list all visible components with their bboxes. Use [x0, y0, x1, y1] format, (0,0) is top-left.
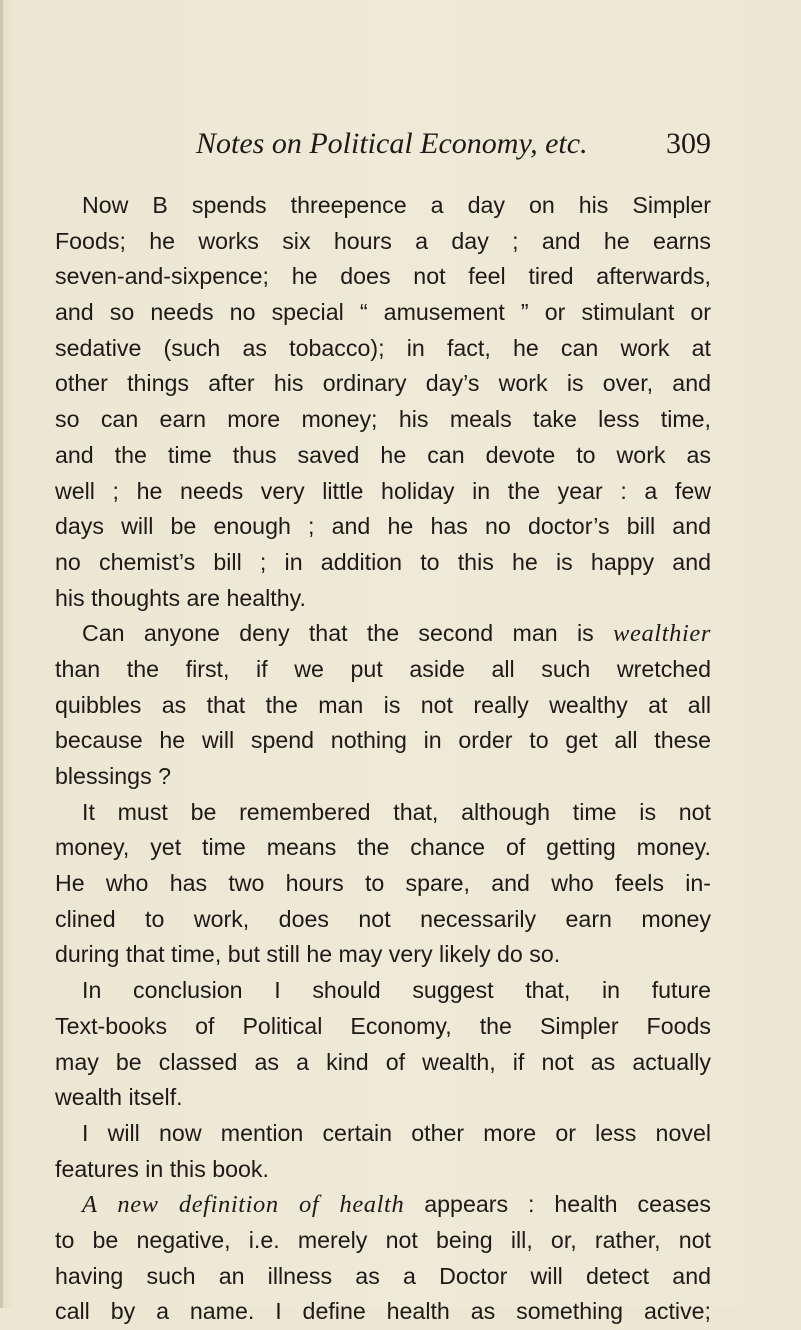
emphasis-word: wealthier [613, 620, 711, 648]
text-line: wealth itself. [55, 1084, 183, 1111]
text-line: and so needs no special “ amusement ” or stimulant or [55, 299, 711, 326]
running-head [196, 122, 711, 166]
text-line-with-emphasis [55, 1187, 711, 1223]
text-line: money, yet time means the chance of getting money. [55, 834, 711, 861]
text-line: I will now mention certain other more or less novel [82, 1119, 711, 1146]
text-line: features in this book. [55, 1155, 269, 1182]
page-number: 309 [666, 127, 711, 160]
text-line: no chemist’s bill ; in addition to this he is happy and [55, 548, 711, 575]
text-line: during that time, but still he may very likely do so. [55, 941, 561, 968]
text-line: blessings ? [55, 763, 172, 789]
text-line: In conclusion I should suggest that, in future [82, 977, 711, 1004]
text-segment: Can anyone deny that the second man is [82, 620, 594, 647]
text-line: It must be remembered that, although time is not [82, 798, 711, 825]
text-line: his thoughts are healthy. [55, 584, 306, 611]
text-line: He who has two hours to spare, and who feels in- [55, 870, 711, 897]
text-line: may be classed as a kind of wealth, if not as actually [55, 1048, 711, 1075]
text-line: than the first, if we put aside all such wretched [55, 655, 711, 682]
text-line: days will be enough ; and he has no doctor’s bill and [55, 513, 711, 540]
text-line: having such an illness as a Doctor will detect and [55, 1262, 711, 1289]
running-head-title: Notes on Political Economy, etc. [196, 127, 588, 160]
body-text [55, 188, 711, 1330]
text-line: call by a name. I define health as something active; [55, 1298, 711, 1325]
text-line: quibbles as that the man is not really wealthy at all [55, 691, 711, 718]
emphasis-phrase: A new definition of health [82, 1191, 405, 1219]
text-line-with-emphasis [55, 616, 711, 652]
text-line: Now B spends threepence a day on his Simpler [82, 192, 711, 218]
text-line: because he will spend nothing in order to get all these [55, 727, 711, 754]
text-line: well ; he needs very little holiday in the year : a few [55, 477, 711, 504]
text-line: Foods; he works six hours a day ; and he earns [55, 227, 711, 254]
page-gutter-edge [0, 0, 3, 1308]
text-line: and the time thus saved he can devote to work as [55, 441, 711, 468]
text-line: so can earn more money; his meals take less time, [55, 406, 711, 433]
text-line: to be negative, i.e. merely not being ill, or, rather, not [55, 1226, 711, 1253]
text-line: sedative (such as tobacco); in fact, he can work at [55, 334, 711, 361]
text-segment: appears : health ceases [424, 1191, 711, 1218]
text-line: Text-books of Political Economy, the Simpler Foods [55, 1012, 711, 1039]
text-line: seven-and-sixpence; he does not feel tired afterwards, [55, 263, 711, 290]
text-line: other things after his ordinary day’s work is over, and [55, 370, 711, 397]
text-line: clined to work, does not necessarily earn money [55, 905, 711, 932]
